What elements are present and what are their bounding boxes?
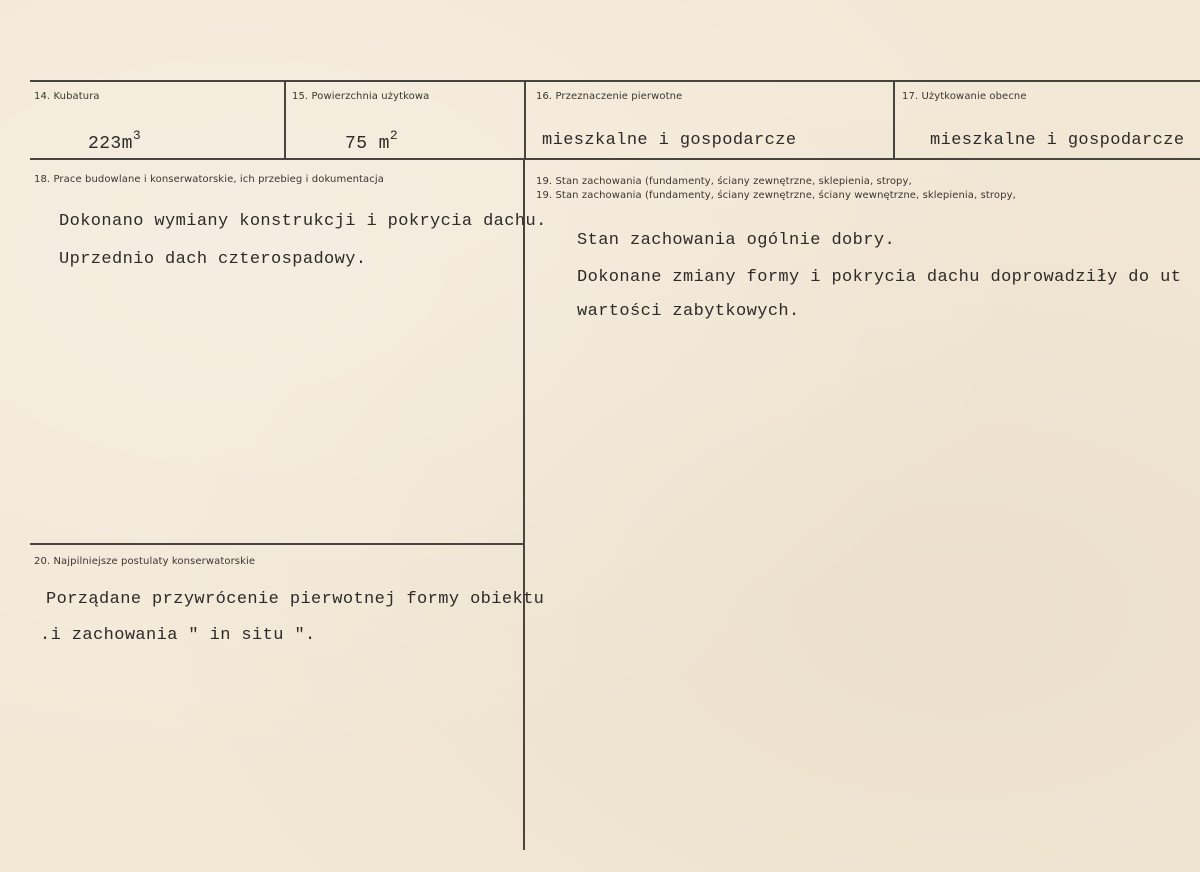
kubatura-label: 14. Kubatura [34,91,100,102]
divider-16-17 [893,82,895,158]
uzytkowanie-label: 17. Użytkowanie obecne [902,91,1027,102]
stan-zachowania-label-a: 19. Stan zachowania (fundamenty, ściany zewnętrzne, sklepienia, stropy, [536,176,912,187]
przeznaczenie-value: mieszkalne i gospodarcze [542,131,797,150]
postulaty-line-2: .i zachowania " in situ ". [40,626,316,645]
row1-bottom-rule [30,158,1200,160]
divider-14-15 [284,82,286,158]
uzytkowanie-value: mieszkalne i gospodarcze [930,131,1185,150]
powierzchnia-value: 75 $m^2$ [345,128,399,154]
stan-line-2: Dokonane zmiany formy i pokrycia dachu doprowadziły do ut [577,268,1182,287]
postulaty-line-1: Porządane przywrócenie pierwotnej formy obiektu [46,590,545,609]
section-20-top-rule [30,543,524,545]
kubatura-value: $223m^3$ [88,128,142,154]
stan-line-1: Stan zachowania ogólnie dobry. [577,231,896,250]
divider-15-16 [524,82,526,158]
prace-line-2: Uprzednio dach czterospadowy. [59,250,367,269]
przeznaczenie-label: 16. Przeznaczenie pierwotne [536,91,683,102]
postulaty-label: 20. Najpilniejsze postulaty konserwatorskie [34,556,256,567]
stan-line-3: wartości zabytkowych. [577,302,800,321]
main-vertical-divider [523,160,525,850]
stan-zachowania-label-b: 19. Stan zachowania (fundamenty, ściany zewnętrzne, ściany wewnętrzne, sklepienia, stropy, [536,190,1016,201]
powierzchnia-label: 15. Powierzchnia użytkowa [292,91,430,102]
prace-budowlane-label: 18. Prace budowlane i konserwatorskie, ich przebieg i dokumentacja [34,174,384,185]
top-rule [30,80,1200,82]
prace-line-1: Dokonano wymiany konstrukcji i pokrycia dachu. [59,212,547,231]
